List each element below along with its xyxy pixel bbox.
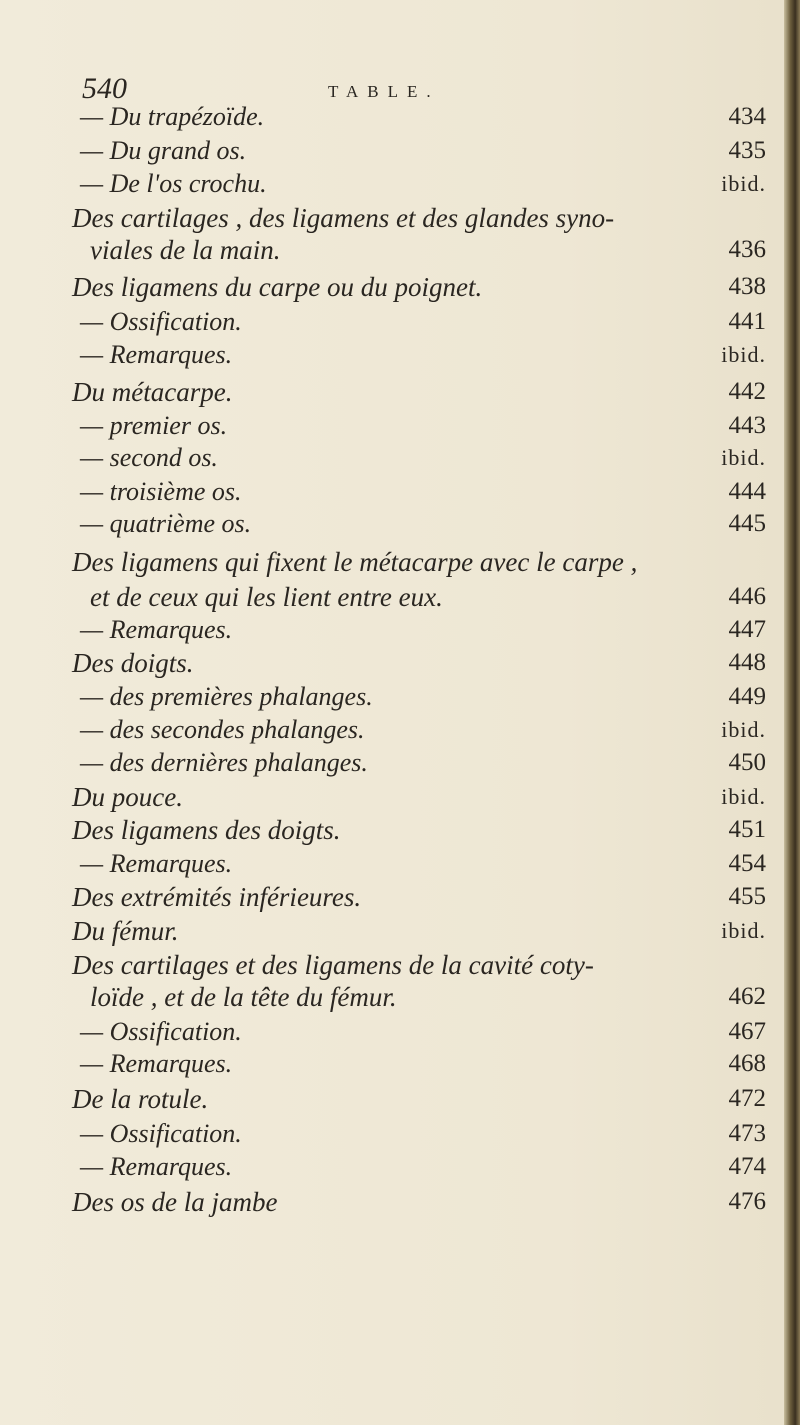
toc-entry	[0, 441, 800, 475]
toc-entry-page: ibid.	[721, 784, 766, 809]
toc-entry	[0, 680, 800, 714]
toc-entry-page: 445	[728, 510, 766, 537]
toc-entry-page: ibid.	[721, 445, 766, 470]
toc-entry-title: — Ossification.	[80, 307, 242, 336]
toc-entry-title: Du pouce.	[72, 782, 183, 812]
toc-entry-page: ibid.	[721, 918, 766, 943]
toc-entry	[0, 880, 800, 914]
toc-entry-title: — Remarques.	[80, 1152, 233, 1181]
toc-entry	[0, 1082, 800, 1116]
toc-entry-page: 443	[728, 412, 766, 439]
toc-entry	[0, 375, 800, 409]
toc-entry-page: 434	[728, 103, 766, 130]
toc-entry-title: — des secondes phalanges.	[80, 715, 365, 744]
toc-entry	[0, 1047, 800, 1081]
page-edge-shadow	[784, 0, 800, 1425]
toc-entry-page: 435	[728, 137, 766, 164]
toc-entry	[0, 813, 800, 847]
toc-entry-page: 476	[728, 1188, 766, 1215]
toc-entry-title: — des premières phalanges.	[80, 682, 373, 711]
toc-entry-page: 441	[728, 308, 766, 335]
toc-entry-page: 473	[728, 1120, 766, 1147]
toc-entry-title: — Ossification.	[80, 1017, 242, 1046]
toc-entry-title: — quatrième os.	[80, 509, 252, 538]
toc-entry-title: Du métacarpe.	[72, 377, 233, 407]
toc-entry	[0, 1015, 800, 1049]
toc-entry-title: — Remarques.	[80, 1049, 233, 1078]
toc-entry	[0, 409, 800, 443]
toc-entry	[0, 1185, 800, 1219]
toc-entry-title: — Remarques.	[80, 340, 233, 369]
toc-entry-title: — second os.	[80, 443, 218, 472]
toc-entry-page: 444	[728, 478, 766, 505]
toc-entry-page: 438	[728, 273, 766, 300]
toc-entry-page: 436	[728, 236, 766, 263]
toc-entry-page: 467	[728, 1018, 766, 1045]
toc-entry-title: — des dernières phalanges.	[80, 748, 368, 777]
toc-entry-page: 468	[728, 1050, 766, 1077]
toc-entry	[0, 847, 800, 881]
toc-entry	[0, 545, 800, 579]
toc-entry-title: Des ligamens qui fixent le métacarpe avec le carpe ,	[72, 547, 638, 577]
toc-entry	[0, 167, 800, 201]
toc-entry	[0, 1150, 800, 1184]
toc-entry	[0, 646, 800, 680]
toc-entry-page: 450	[728, 749, 766, 776]
toc-entry-page: 462	[728, 983, 766, 1010]
running-title: TABLE.	[328, 82, 440, 101]
toc-entry-title: viales de la main.	[90, 235, 281, 265]
toc-entry-page: 472	[728, 1085, 766, 1112]
toc-entry-title: — De l'os crochu.	[80, 169, 267, 198]
toc-entry-title: — Remarques.	[80, 849, 233, 878]
toc-entry-title: Des doigts.	[72, 648, 194, 678]
toc-entry-page: ibid.	[721, 342, 766, 367]
toc-entry-title: loïde , et de la tête du fémur.	[90, 982, 397, 1012]
toc-entry-title: et de ceux qui les lient entre eux.	[90, 582, 443, 612]
toc-entry-page: 447	[728, 616, 766, 643]
toc-entry-page: ibid.	[721, 171, 766, 196]
toc-entry-title: Des cartilages , des ligamens et des glandes syno-	[72, 203, 615, 233]
toc-entry-title: Des os de la jambe	[72, 1187, 278, 1217]
toc-entry-page: 451	[728, 816, 766, 843]
toc-entry-title: Des cartilages et des ligamens de la cavité coty-	[72, 950, 594, 980]
toc-entry	[0, 948, 800, 982]
toc-entry	[0, 746, 800, 780]
toc-entry	[0, 980, 800, 1014]
toc-entry	[0, 613, 800, 647]
toc-entry	[0, 713, 800, 747]
toc-entry-page: 454	[728, 850, 766, 877]
toc-entry-title: Du fémur.	[72, 916, 179, 946]
toc-entry-page: 455	[728, 883, 766, 910]
toc-entry-page: 474	[728, 1153, 766, 1180]
toc-entry	[0, 100, 800, 134]
toc-entry	[0, 780, 800, 814]
toc-entry	[0, 914, 800, 948]
toc-entry	[0, 580, 800, 614]
toc-entry-page: ibid.	[721, 717, 766, 742]
toc-entry-title: — Ossification.	[80, 1119, 242, 1148]
toc-entry	[0, 338, 800, 372]
toc-entry	[0, 507, 800, 541]
toc-entry-page: 448	[728, 649, 766, 676]
toc-entry	[0, 305, 800, 339]
toc-entry-title: — Remarques.	[80, 615, 233, 644]
toc-entry-title: De la rotule.	[72, 1084, 209, 1114]
toc-entry-title: Des ligamens du carpe ou du poignet.	[72, 272, 483, 302]
toc-entry-page: 446	[728, 583, 766, 610]
toc-entry-title: — troisième os.	[80, 477, 242, 506]
toc-entry	[0, 201, 800, 235]
toc-entry	[0, 134, 800, 168]
toc-entry-title: Des ligamens des doigts.	[72, 815, 341, 845]
toc-entry-page: 449	[728, 683, 766, 710]
toc-entry-title: — Du trapézoïde.	[80, 102, 265, 131]
toc-entry	[0, 1117, 800, 1151]
toc-entry	[0, 233, 800, 267]
toc-entry	[0, 270, 800, 304]
toc-entry-title: — premier os.	[80, 411, 228, 440]
toc-entry-title: — Du grand os.	[80, 136, 247, 165]
toc-entry	[0, 475, 800, 509]
toc-entry-page: 442	[728, 378, 766, 405]
toc-entry-title: Des extrémités inférieures.	[72, 882, 362, 912]
page-number: 540	[82, 72, 127, 105]
